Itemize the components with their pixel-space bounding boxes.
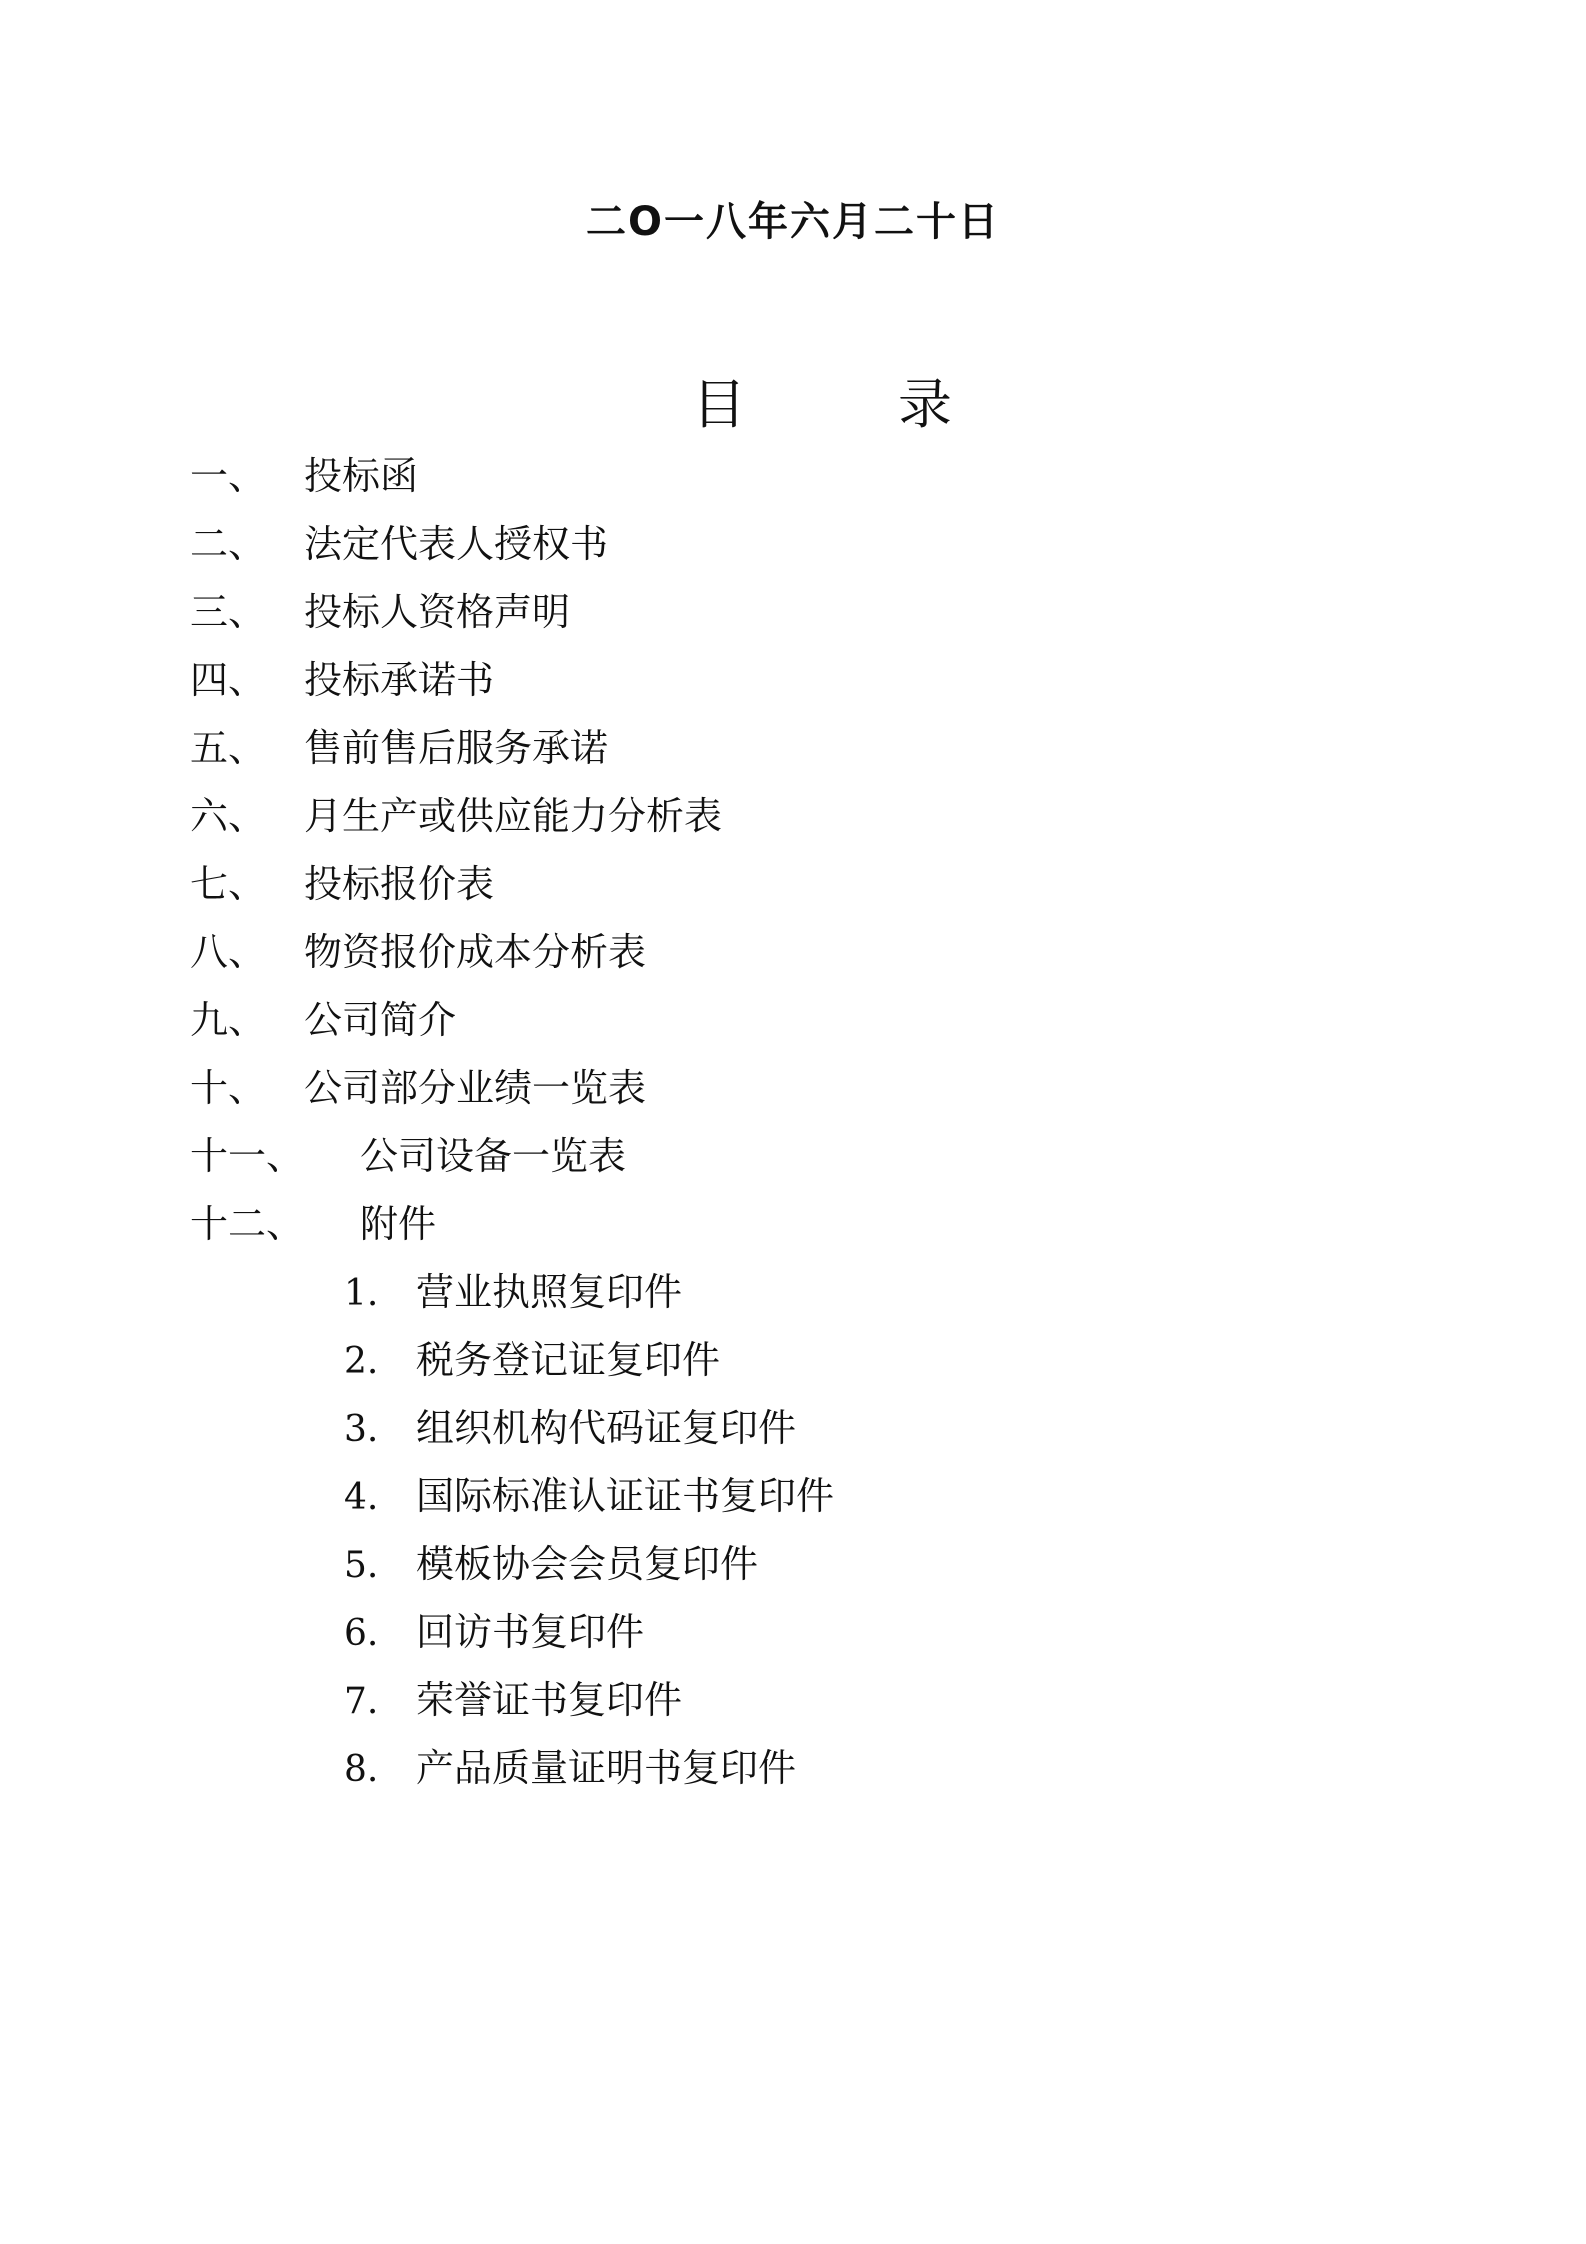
- toc-item: [190, 850, 834, 918]
- toc-sub-item: [190, 1666, 834, 1734]
- toc-sub-item-number: 7.: [344, 1681, 379, 1722]
- toc-item: [190, 782, 834, 850]
- toc-item-number: 四、: [190, 658, 267, 702]
- toc-item-number: 六、: [190, 794, 267, 838]
- toc-item: [190, 1122, 834, 1190]
- toc-item-label: 公司设备一览表: [360, 1134, 627, 1178]
- toc-sub-item-label: 模板协会会员复印件: [416, 1542, 759, 1586]
- toc-item: [190, 646, 834, 714]
- toc-sub-item-number: 1.: [344, 1273, 379, 1314]
- toc-item-number: 十、: [190, 1066, 267, 1110]
- toc-sub-item: [190, 1394, 834, 1462]
- toc-item: [190, 714, 834, 782]
- toc-sub-item-label: 组织机构代码证复印件: [416, 1406, 797, 1450]
- toc-item-number: 九、: [190, 998, 267, 1042]
- date-heading: 二O一八年六月二十日: [585, 199, 1000, 245]
- toc-sub-item-number: 4.: [344, 1477, 379, 1518]
- toc-item: [190, 578, 834, 646]
- toc-sub-item-label: 产品质量证明书复印件: [416, 1746, 797, 1790]
- toc-sub-item-number: 5.: [344, 1545, 379, 1586]
- toc-item-label: 投标承诺书: [304, 658, 495, 702]
- toc-sub-item-label: 税务登记证复印件: [416, 1338, 721, 1382]
- toc-sub-item: [190, 1530, 834, 1598]
- toc-sub-item: [190, 1258, 834, 1326]
- toc-sub-item: [190, 1598, 834, 1666]
- toc-item: [190, 1054, 834, 1122]
- toc-item: [190, 918, 834, 986]
- toc-item-number: 二、: [190, 522, 267, 566]
- toc-sub-item-label: 国际标准认证证书复印件: [416, 1474, 835, 1518]
- toc-item-label: 附件: [360, 1202, 437, 1246]
- toc-item-label: 法定代表人授权书: [304, 522, 609, 566]
- toc-title-char: 目: [692, 373, 746, 436]
- toc-list: [190, 442, 834, 1802]
- toc-title-char: 录: [898, 373, 952, 436]
- toc-item-label: 投标函: [304, 454, 419, 498]
- toc-item: [190, 442, 834, 510]
- toc-item-label: 月生产或供应能力分析表: [304, 794, 723, 838]
- toc-item-number: 三、: [190, 590, 267, 634]
- toc-item: [190, 986, 834, 1054]
- toc-sub-item: [190, 1326, 834, 1394]
- toc-item-label: 投标人资格声明: [304, 590, 571, 634]
- toc-sub-item: [190, 1734, 834, 1802]
- toc-item-number: 一、: [190, 454, 267, 498]
- toc-item-label: 公司简介: [304, 998, 457, 1042]
- toc-item-label: 公司部分业绩一览表: [304, 1066, 647, 1110]
- toc-sub-item: [190, 1462, 834, 1530]
- toc-sub-item-number: 2.: [344, 1341, 379, 1382]
- toc-sub-item-label: 回访书复印件: [416, 1610, 645, 1654]
- toc-item-label: 物资报价成本分析表: [304, 930, 647, 974]
- toc-item-number: 七、: [190, 862, 267, 906]
- toc-item-label: 投标报价表: [304, 862, 495, 906]
- toc-item-number: 八、: [190, 930, 267, 974]
- toc-item-number: 十二、: [190, 1202, 305, 1246]
- toc-item-number: 十一、: [190, 1134, 305, 1178]
- toc-sub-item-number: 3.: [344, 1409, 379, 1450]
- toc-sub-item-label: 荣誉证书复印件: [416, 1678, 683, 1722]
- toc-item-number: 五、: [190, 726, 267, 770]
- toc-item: [190, 1190, 834, 1258]
- toc-item-label: 售前售后服务承诺: [304, 726, 609, 770]
- toc-item: [190, 510, 834, 578]
- toc-sub-item-number: 8.: [344, 1749, 379, 1790]
- toc-title: [692, 362, 952, 439]
- toc-sub-item-number: 6.: [344, 1613, 379, 1654]
- toc-sub-item-label: 营业执照复印件: [416, 1270, 683, 1314]
